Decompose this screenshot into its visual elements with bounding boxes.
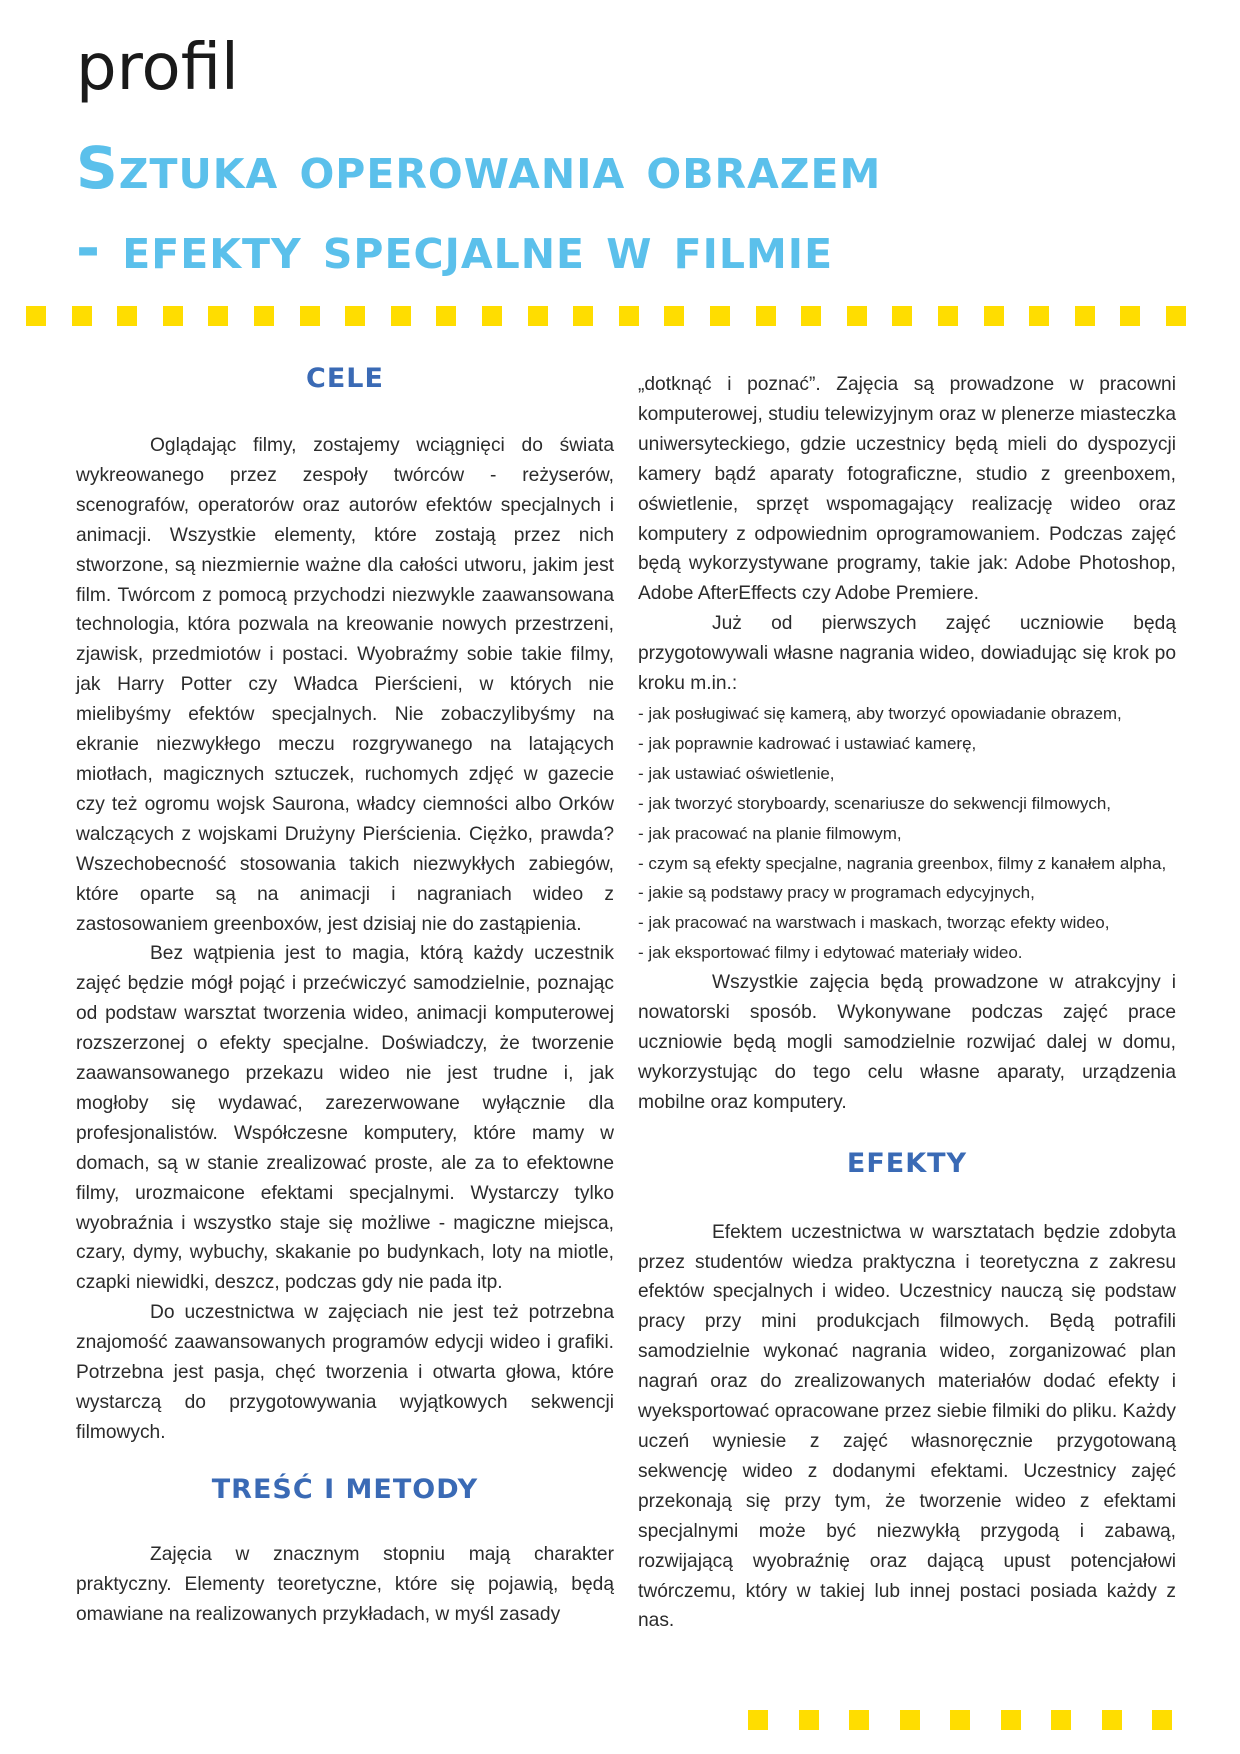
decorative-square (436, 306, 456, 326)
decorative-square (1120, 306, 1140, 326)
decorative-square (1029, 306, 1049, 326)
list-item: - jak poprawnie kadrować i ustawiać kamerę, (638, 733, 977, 753)
decorative-square (664, 306, 684, 326)
decorative-square (1075, 306, 1095, 326)
list-item: - jak pracować na planie filmowym, (638, 823, 902, 843)
paragraph: Już od pierwszych zajęć uczniowie będą przygotowywali własne nagrania wideo, dowiadując się krok po kroku m.in.: (638, 613, 1176, 695)
list-item: - jak pracować na warstwach i maskach, tworząc efekty wideo, (638, 913, 1110, 933)
list-item: - jak ustawiać oświetlenie, (638, 763, 835, 783)
decorative-square (938, 306, 958, 326)
decorative-square (254, 306, 274, 326)
heading-content-methods: TREŚĆ I METODY (211, 1473, 479, 1505)
decorative-square (573, 306, 593, 326)
section-label: profil (76, 31, 239, 105)
list-item: - jakie są podstawy pracy w programach edycyjnych, (638, 883, 1035, 903)
decorative-square (892, 306, 912, 326)
left-column (76, 361, 614, 1630)
decorative-square (300, 306, 320, 326)
decorative-square (748, 1710, 768, 1730)
decorative-square (900, 1710, 920, 1730)
decorative-square (1001, 1710, 1021, 1730)
decorative-square (1152, 1710, 1172, 1730)
decorative-square (208, 306, 228, 326)
paragraph: Wszystkie zajęcia będą prowadzone w atrakcyjny i nowatorski sposób. Wykonywane podczas zajęć prace uczniowie będą mogli samodzielnie rozwijać dalej w domu, wykorzystując do tego celu własne aparaty, urządzenia mobilne oraz komputery. (638, 972, 1176, 1113)
decorative-square (345, 306, 365, 326)
decorative-square (710, 306, 730, 326)
decorative-square (1166, 306, 1186, 326)
decorative-square (849, 1710, 869, 1730)
decorative-square (1102, 1710, 1122, 1730)
decorative-square (1051, 1710, 1071, 1730)
decorative-square (801, 306, 821, 326)
paragraph: Efektem uczestnictwa w warsztatach będzie zdobyta przez studentów wiedza praktyczna i teoretyczna z zakresu efektów specjalnych i wideo. Uczestnicy nauczą się podstaw pracy przy mini produkcjach filmowych. Będą potrafili samodzielnie wykonać nagrania wideo, zorganizować plan nagrań oraz do zrealizowanych materiałów dodać efekty i wyeksportować opracowane przez siebie filmiki do pliku. Każdy uczeń wyniesie z zajęć własnoręcznie przygotowaną sekwencję wideo z dodanymi efektami. Uczestnicy zajęć przekonają się przy tym, że tworzenie wideo z efektami specjalnymi może być niezwykłą przygodą i zabawą, rozwijającą wyobraźnię oraz dającą upust potencjałowi twórczemu, który w takiej lub innej postaci posiada każdy z nas. (638, 1221, 1176, 1632)
skills-list (638, 699, 1176, 968)
paragraph: Zajęcia w znacznym stopniu mają charakter praktyczny. Elementy teoretyczne, które się pojawią, będą omawiane na realizowanych przykładach, w myśl zasady (76, 1543, 614, 1625)
right-column (638, 370, 1176, 1636)
article-title (76, 128, 881, 288)
decorative-square (26, 306, 46, 326)
decorative-square (482, 306, 502, 326)
decorative-square (72, 306, 92, 326)
paragraph: Bez wątpienia jest to magia, którą każdy uczestnik zajęć będzie mógł pojąć i przećwiczyć samodzielnie, poznając od podstaw warsztat tworzenia wideo, animacji komputerowej rozszerzonej o efekty specjalne. Doświadczy, że tworzenie zaawansowanego przekazu wideo nie jest trudne i, jak mogłoby się wydawać, zarezerwowane wyłącznie dla profesjonalistów. Współczesne komputery, które mamy w domach, są w stanie zrealizować proste, ale za to efektowne filmy, urozmaicone efektami specjalnymi. Wystarczy tylko wyobraźnia i wszystko staje się możliwe - magiczne miejsca, czary, dymy, wybuchy, skakanie po budynkach, loty na miotle, czapki niewidki, deszcz, podczas gdy nie pada itp. (76, 943, 614, 1294)
decorative-square (391, 306, 411, 326)
decorative-squares-bottom (748, 1710, 1172, 1730)
heading-effects: EFEKTY (846, 1147, 968, 1179)
list-item: - jak posługiwać się kamerą, aby tworzyć opowiadanie obrazem, (638, 703, 1122, 723)
article-title-line-2: - efekty specjalne w filmie (76, 214, 834, 282)
paragraph: „dotknąć i poznać”. Zajęcia są prowadzone w pracowni komputerowej, studiu telewizyjnym oraz w plenerze miasteczka uniwersyteckiego, gdzie uczestnicy będą mieli do dyspozycji kamery bądź aparaty fotograficzne, studio z greenboxem, oświetlenie, sprzęt wspomagający realizację wideo oraz komputery z odpowiednim oprogramowaniem. Podczas zajęć będą wykorzystywane programy, takie jak: Adobe Photoshop, Adobe AfterEffects czy Adobe Premiere. (638, 374, 1176, 605)
decorative-squares-top (26, 306, 1186, 326)
article-title-line-1: Sztuka operowania obrazem (76, 134, 882, 202)
decorative-square (799, 1710, 819, 1730)
paragraph: Do uczestnictwa w zajęciach nie jest też potrzebna znajomość zaawansowanych programów edycji wideo i grafiki. Potrzebna jest pasja, chęć tworzenia i otwarta głowa, które wystarczą do przygotowywania wyjątkowych sekwencji filmowych. (76, 1302, 614, 1443)
decorative-square (528, 306, 548, 326)
list-item: - czym są efekty specjalne, nagrania greenbox, filmy z kanałem alpha, (638, 853, 1167, 873)
decorative-square (163, 306, 183, 326)
decorative-square (117, 306, 137, 326)
decorative-square (619, 306, 639, 326)
heading-goals: CELE (306, 363, 384, 394)
list-item: - jak eksportować filmy i edytować materiały wideo. (638, 943, 1023, 963)
paragraph: Oglądając filmy, zostajemy wciągnięci do świata wykreowanego przez zespoły twórców - reżyserów, scenografów, operatorów oraz autorów efektów specjalnych i animacji. Wszystkie elementy, które zostają przez nich stworzone, są niezmiernie ważne dla całości utworu, jakim jest film. Twórcom z pomocą przychodzi niezwykle zaawansowana technologia, która pozwala na kreowanie nowych przestrzeni, zjawisk, przedmiotów i postaci. Wyobraźmy sobie takie filmy, jak Harry Potter czy Władca Pierścieni, w których nie mielibyśmy efektów specjalnych. Nie zobaczylibyśmy na ekranie niezwykłego meczu rozgrywanego na latających miotłach, magicznych sztuczek, ruchomych zdjęć w gazecie czy też ogromu wojsk Saurona, władcy ciemności albo Orków walczących z wojskami Drużyny Pierścienia. Ciężko, prawda? Wszechobecność stosowania takich niezwykłych zabiegów, które oparte są na animacji i nagraniach wideo z zastosowaniem greenboxów, jest dzisiaj nie do zastąpienia. (76, 435, 614, 935)
decorative-square (950, 1710, 970, 1730)
decorative-square (756, 306, 776, 326)
list-item: - jak tworzyć storyboardy, scenariusze do sekwencji filmowych, (638, 793, 1112, 813)
decorative-square (984, 306, 1004, 326)
decorative-square (847, 306, 867, 326)
